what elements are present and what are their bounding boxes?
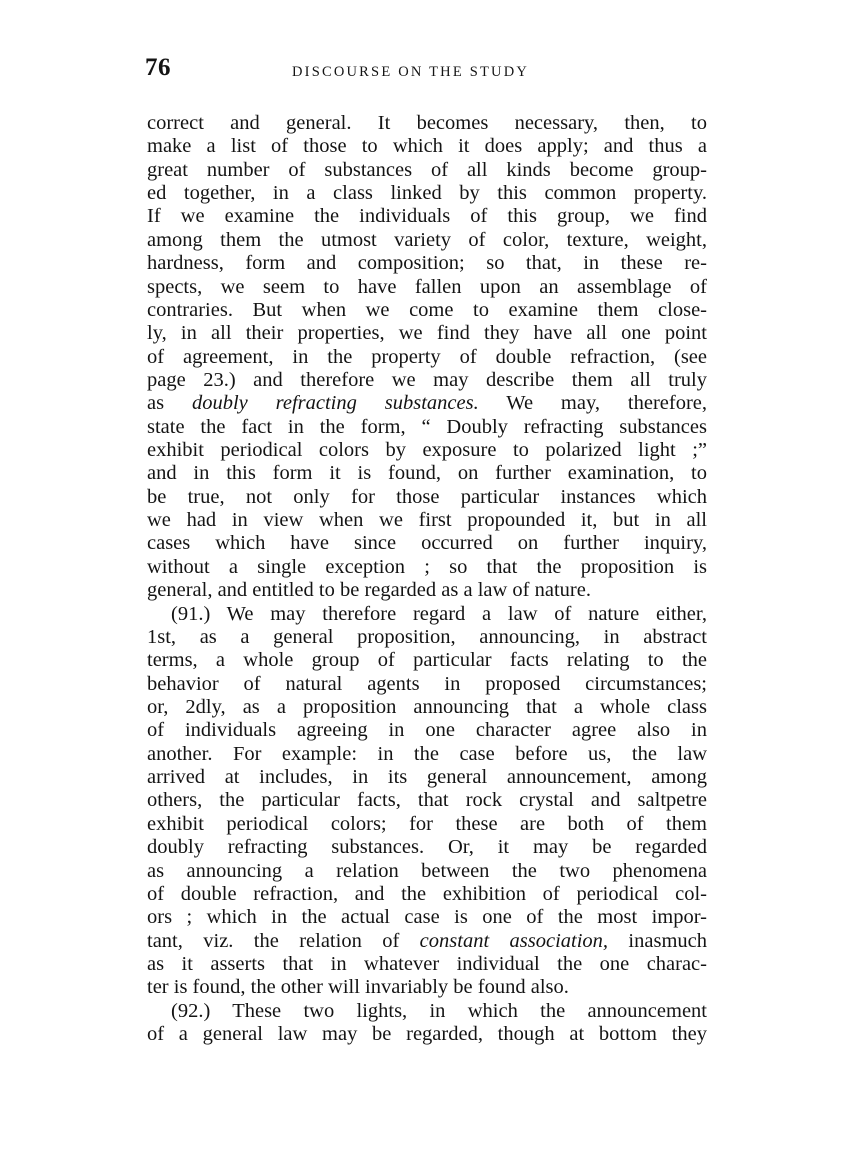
text-line: ter is found, the other will invariably be found also. (147, 976, 569, 999)
running-head (145, 54, 710, 90)
text-line: exhibit periodical colors by exposure to polarized light ;” (147, 439, 707, 462)
running-title: DISCOURSE ON THE STUDY (292, 64, 530, 80)
text-line: hardness, form and composition; so that, in these re- (147, 252, 707, 275)
text-line: behavior of natural agents in proposed circumstances; (147, 672, 707, 695)
text-line: great number of substances of all kinds become group- (147, 158, 707, 181)
text-line: of a general law may be regarded, though at bottom they (147, 1023, 707, 1046)
text-line: 1st, as a general proposition, announcing, in abstract (147, 625, 707, 648)
text-line: be true, not only for those particular instances which (147, 485, 707, 508)
text-line: of double refraction, and the exhibition of periodical col- (147, 882, 707, 905)
text-line: ed together, in a class linked by this common property. (147, 182, 707, 205)
text-line: terms, a whole group of particular facts relating to the (147, 649, 707, 672)
text-line: (91.) We may therefore regard a law of nature either, (171, 602, 707, 625)
italic-phrase: constant association, (419, 929, 609, 952)
text-line: state the fact in the form, “ Doubly refracting substances (147, 415, 707, 438)
text-line: among them the utmost variety of color, texture, weight, (147, 228, 707, 251)
text-line: of agreement, in the property of double refraction, (see (147, 345, 707, 368)
text-line: arrived at includes, in its general announcement, among (147, 766, 707, 789)
text-line: ors ; which in the actual case is one of the most impor- (147, 906, 707, 929)
text-line: correct and general. It becomes necessary, then, to (147, 112, 707, 134)
text-line: general, and entitled to be regarded as a law of nature. (147, 579, 591, 602)
text-line: as it asserts that in whatever individual the one charac- (147, 952, 707, 975)
text-line: exhibit periodical colors; for these are both of them (147, 812, 707, 835)
text-line: we had in view when we first propounded it, but in all (147, 509, 707, 532)
text-line: as doubly refracting substances. We may, therefore, (147, 392, 707, 415)
text-line: page 23.) and therefore we may describe them all truly (147, 368, 707, 391)
text-line: (92.) These two lights, in which the announcement (171, 999, 707, 1022)
text-line: cases which have since occurred on further inquiry, (147, 532, 707, 555)
text-line: and in this form it is found, on further examination, to (147, 462, 707, 485)
text-line: doubly refracting substances. Or, it may be regarded (147, 836, 707, 859)
text-line: If we examine the individuals of this group, we find (147, 205, 707, 228)
text-line: ly, in all their properties, we find they have all one point (147, 322, 707, 345)
text-line: others, the particular facts, that rock crystal and saltpetre (147, 789, 707, 812)
body-text (147, 112, 707, 1046)
text-line: tant, viz. the relation of constant association, inasmuch (147, 929, 707, 952)
text-line: as announcing a relation between the two phenomena (147, 859, 707, 882)
text-line: another. For example: in the case before us, the law (147, 742, 707, 765)
text-line: contraries. But when we come to examine them close- (147, 298, 707, 321)
text-line: of individuals agreeing in one character agree also in (147, 719, 707, 742)
text-line: without a single exception ; so that the proposition is (147, 555, 707, 578)
text-line: make a list of those to which it does apply; and thus a (147, 135, 707, 158)
text-line: spects, we seem to have fallen upon an assemblage of (147, 275, 707, 298)
text-line: or, 2dly, as a proposition announcing that a whole class (147, 695, 707, 718)
italic-phrase: doubly refracting substances. (191, 392, 479, 415)
page-number: 76 (145, 54, 171, 81)
